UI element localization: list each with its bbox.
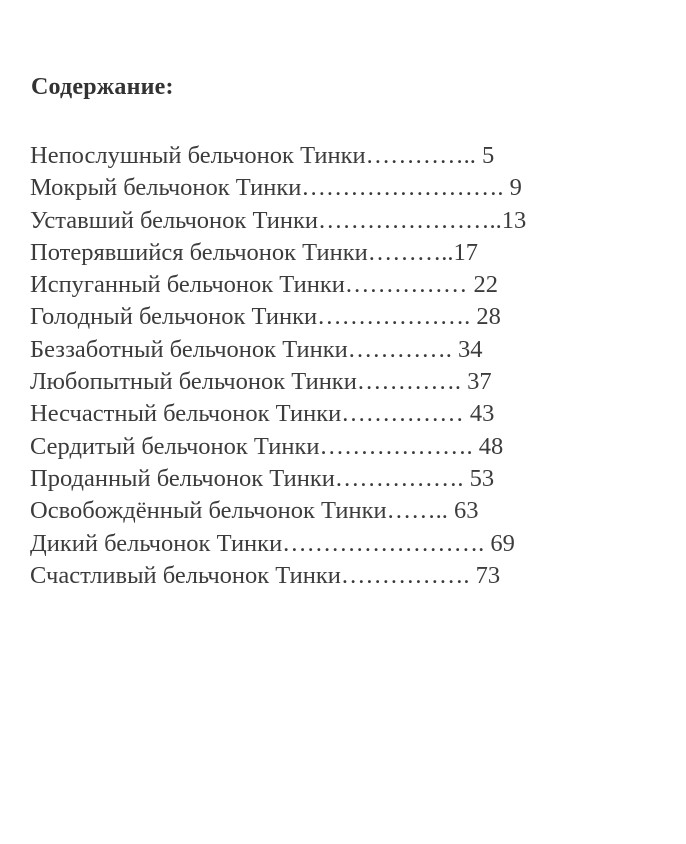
toc-entry: Дикий бельчонок Тинки……………………. 69 — [30, 529, 515, 557]
toc-entry: Любопытный бельчонок Тинки…………. 37 — [30, 368, 492, 396]
toc-entry: Мокрый бельчонок Тинки……………………. 9 — [30, 174, 522, 202]
toc-entry: Проданный бельчонок Тинки……………. 53 — [30, 464, 495, 492]
toc-entry: Потерявшийся бельчонок Тинки………..17 — [30, 238, 478, 266]
toc-heading: Содержание: — [31, 74, 174, 100]
toc-entry: Беззаботный бельчонок Тинки…………. 34 — [30, 335, 483, 363]
toc-entry: Испуганный бельчонок Тинки…………… 22 — [30, 271, 499, 299]
toc-entry: Освобождённый бельчонок Тинки…….. 63 — [30, 497, 479, 525]
toc-entry: Уставший бельчонок Тинки…………………..13 — [30, 206, 527, 234]
toc-entry: Счастливый бельчонок Тинки……………. 73 — [30, 561, 501, 589]
toc-entry: Сердитый бельчонок Тинки………………. 48 — [30, 432, 504, 460]
table-of-contents — [30, 140, 526, 592]
toc-entry: Несчастный бельчонок Тинки…………… 43 — [30, 400, 495, 428]
toc-entry: Голодный бельчонок Тинки………………. 28 — [30, 303, 501, 331]
toc-entry: Непослушный бельчонок Тинки………….. 5 — [30, 142, 495, 169]
